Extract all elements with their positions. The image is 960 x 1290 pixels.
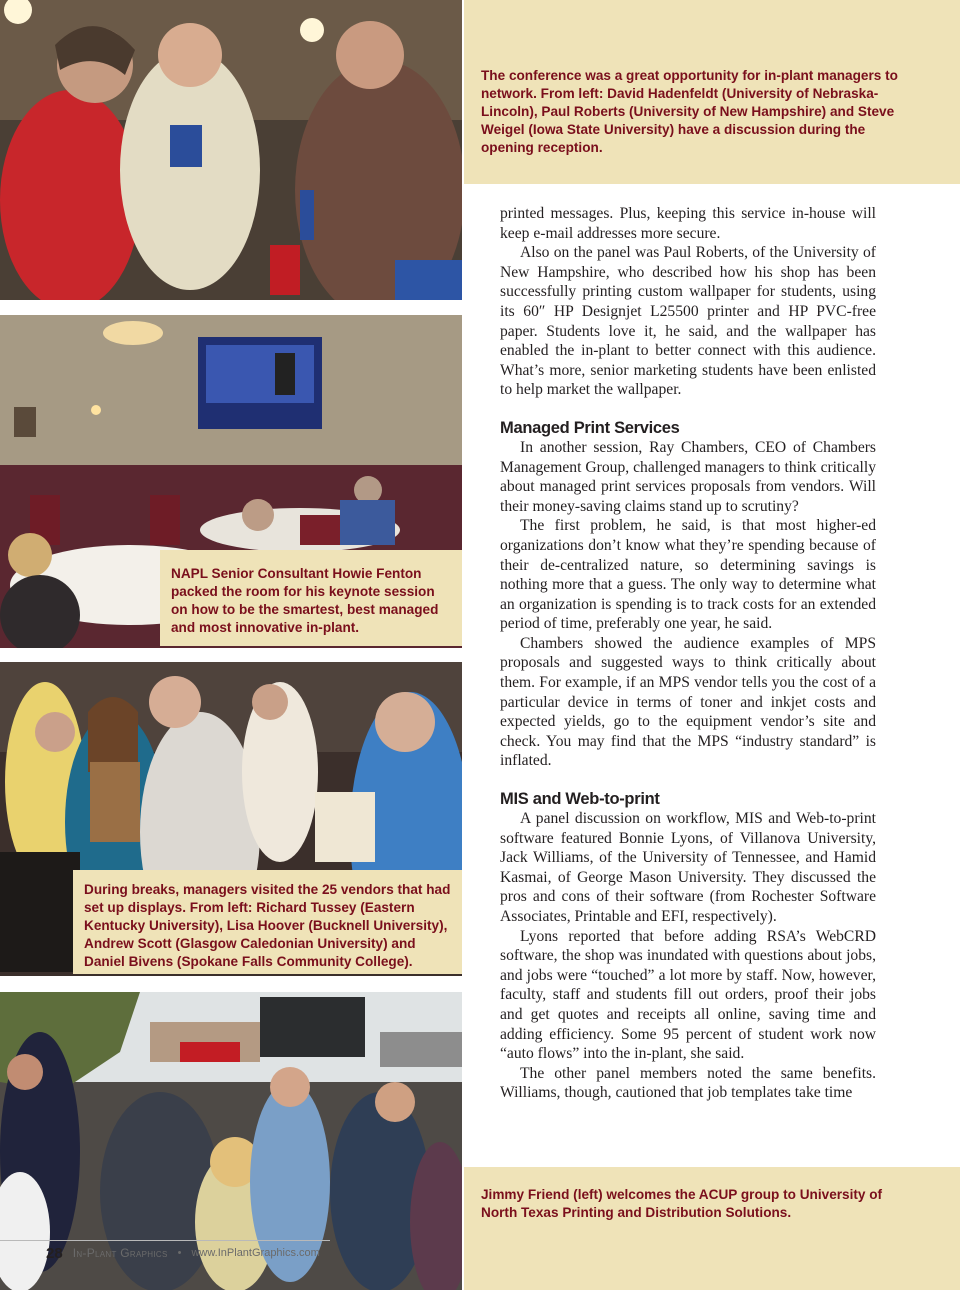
footer-rule — [0, 1240, 330, 1241]
section-heading-managed-print-services: Managed Print Services — [500, 418, 680, 437]
caption-vendor-displays-text: During breaks, managers visited the 25 vendors that had set up displays. From left: Richard Tussey (Eastern Kentucky University), Lisa Hoover (Bucknell University), Andrew Scott (Glasgow Caledonian University) and Daniel Bivens (Spokane Falls Community College). — [84, 882, 451, 969]
caption-keynote-session — [160, 550, 462, 646]
article-paragraph: printed messages. Plus, keeping this service in-house will keep e-mail addresses more secure. — [500, 205, 876, 242]
caption-opening-reception — [464, 0, 960, 184]
article-paragraph: The first problem, he said, is that most higher-ed organizations don’t know what they’re spending because of their de-centralized nature, so determining savings is nothing more that a guess. The only way to determine what an organization is spending is to track costs for an extended period of time, preferably one year, he said. — [500, 517, 876, 633]
caption-opening-reception-text: The conference was a great opportunity for in-plant managers to network. From left: David Hadenfeldt (University of Nebraska-Lincoln), Paul Roberts (University of New Hampshire) and Steve Weigel (Iowa State University) have a discussion during the opening reception. — [481, 68, 898, 155]
section-heading-mis-web-to-print: MIS and Web-to-print — [500, 790, 660, 809]
article-paragraph: A panel discussion on workflow, MIS and Web-to-print software featured Bonnie Lyons, of Villanova University, Jack Williams, of the University of Tennessee, and Hamid Kasmai, of George Mason University. They discussed the pros and cons of their software (from Rochester Software Associates, Printable and EFI, respectively). — [500, 810, 876, 925]
article-paragraph: In another session, Ray Chambers, CEO of Chambers Management Group, challenged managers to think critically about managed print services proposals from vendors. Will their money-saving claims stand up to scrutiny? — [500, 438, 876, 515]
photo-opening-reception — [0, 0, 462, 300]
article-paragraph: Also on the panel was Paul Roberts, of the University of New Hampshire, who described how his shop has been successfully printing custom wallpaper for students, using its 60″ HP Designjet L25500 printer and HP PVC-free paper. Students love it, he said, and the wallpaper has enabled the in-plant to better connect with this audience. What’s more, senior marketing students have been enlisted to help market the wallpaper. — [500, 244, 876, 399]
publication-url[interactable]: www.InPlantGraphics.com — [191, 1247, 320, 1259]
article-paragraph: The other panel members noted the same benefits. Williams, though, cautioned that job templates take time — [500, 1064, 876, 1102]
caption-welcome-group-text: Jimmy Friend (left) welcomes the ACUP group to University of North Texas Printing and Distribution Solutions. — [481, 1187, 883, 1220]
article-paragraph: Chambers showed the audience examples of MPS proposals and suggested ways to think critically about them. For example, if an MPS vendor tells you the cost of a particular device in terms of toner and inkjet costs and expected yields, go to the equipment vendor’s site and check. You may find that the MPS “industry standard” is inflated. — [500, 634, 876, 770]
page-footer — [46, 1242, 320, 1264]
article-paragraph: Lyons reported that before adding RSA’s WebCRD software, the shop was inundated with questions about jobs, and jobs were “touched” a lot more by staff. Now, however, faculty, staff and students fill out orders, proof their jobs and get quotes and receipts all online, saving time and adding efficiency. Some 95 percent of student work now “auto flows” into the in-plant, she said. — [500, 927, 876, 1063]
footer-bullet: • — [177, 1247, 182, 1259]
article-body — [500, 204, 876, 1103]
page-number: 28 — [46, 1244, 63, 1262]
publication-name: In-Plant Graphics — [72, 1246, 168, 1260]
caption-vendor-displays — [73, 870, 462, 974]
caption-keynote-session-text: NAPL Senior Consultant Howie Fenton packed the room for his keynote session on how to be the smartest, best managed and most innovative in-plant. — [171, 566, 439, 635]
caption-welcome-group — [464, 1167, 960, 1290]
